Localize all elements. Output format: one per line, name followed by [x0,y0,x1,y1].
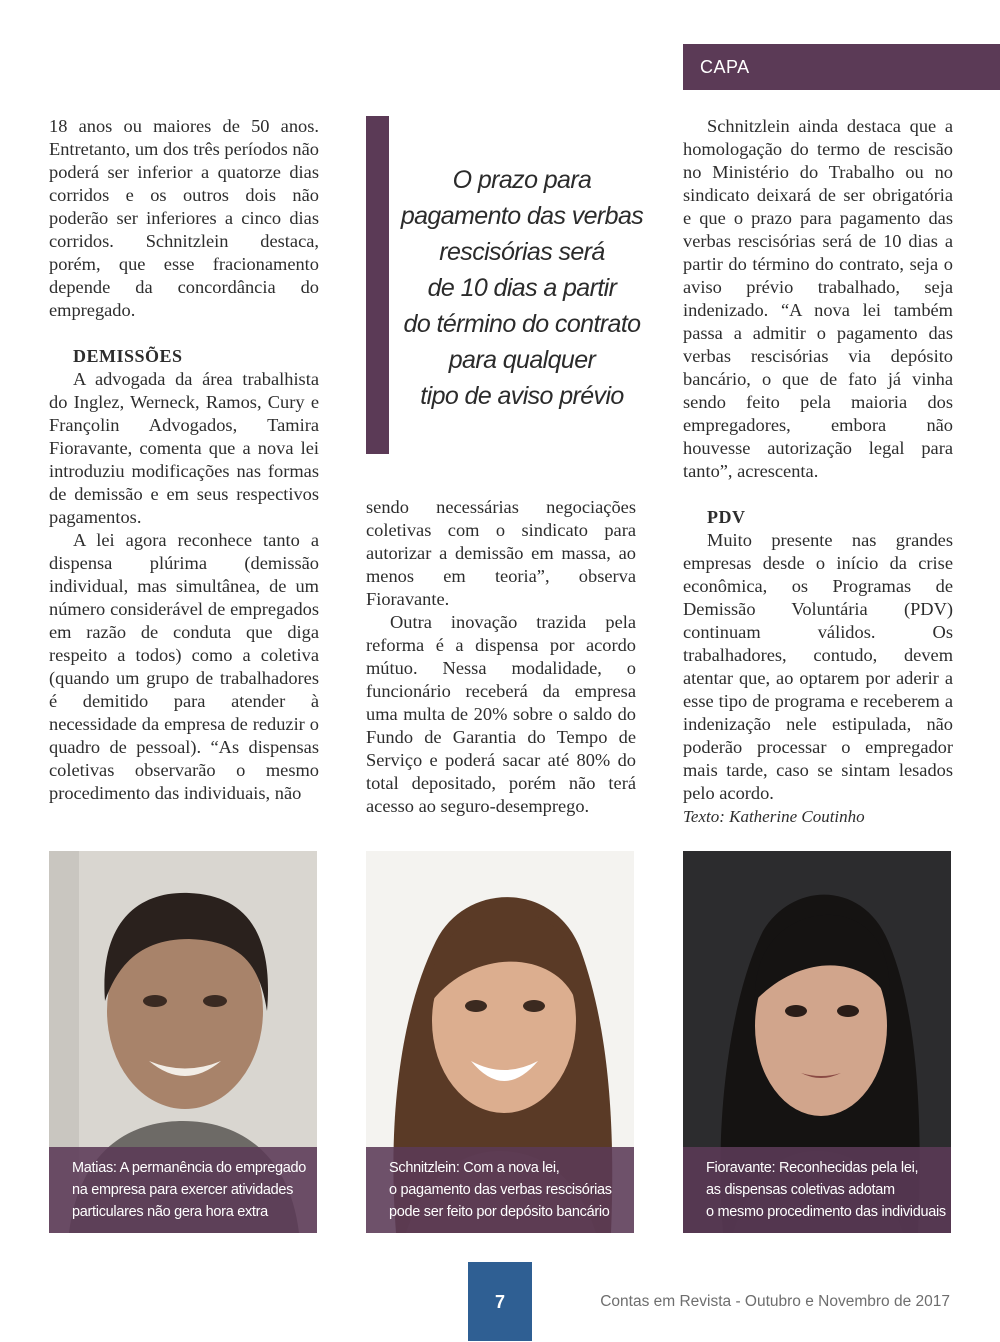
pull-quote-bar [366,116,389,454]
photo-schnitzlein [366,851,634,1233]
photo-caption [366,1147,634,1233]
pull-quote-line: rescisórias será [439,238,605,266]
article-column-1 [49,115,319,805]
section-heading-pdv: PDV [707,507,746,527]
section-heading-demissoes: DEMISSÕES [73,346,183,366]
pull-quote-line: tipo de aviso prévio [420,382,624,410]
caption-line: o pagamento das verbas rescisórias [389,1182,612,1198]
page-number: 7 [468,1262,532,1341]
section-tab: CAPA [683,44,1000,90]
pull-quote-line: O prazo para [452,166,592,194]
paragraph: sendo necessárias negociações coletivas com o sindicato para autorizar a demissão em massa, ao menos em teoria”, observa Fioravante. [366,497,636,609]
pull-quote-line: do término do contrato [403,310,641,338]
caption-line: as dispensas coletivas adotam [706,1182,895,1198]
caption-line: Schnitzlein: Com a nova lei, [389,1160,560,1176]
caption-line: particulares não gera hora extra [72,1204,268,1220]
caption-line: Fioravante: Reconhecidas pela lei, [706,1160,919,1176]
article-column-2 [366,496,636,818]
paragraph: Outra inovação trazida pela reforma é a dispensa por acordo mútuo. Nessa modalidade, o funcionário receberá da empresa uma multa de 20% sobre o saldo do Fundo de Garantia do Tempo de Serviço e poderá sacar até 80% do total depositado, porém não terá acesso ao seguro-desemprego. [366,612,636,816]
publication-footer: Contas em Revista - Outubro e Novembro de 2017 [600,1293,950,1310]
caption-line: na empresa para exercer atividades [72,1182,294,1198]
pull-quote [400,162,644,414]
caption-line: pode ser feito por depósito bancário [389,1204,610,1220]
paragraph: 18 anos ou maiores de 50 anos. Entretanto, um dos três períodos não poderá ser inferior a quatorze dias corridos e os outros dois não poderão ser inferiores a cinco dias corridos. Schnitzlein destaca, porém, que esse fracionamento depende da concordância do empregado. [49,116,319,320]
photo-caption [683,1147,951,1233]
caption-line: o mesmo procedimento das individuais [706,1204,946,1220]
pull-quote-line: pagamento das verbas [400,202,644,230]
article-column-3 [683,115,953,828]
photo-fioravante [683,851,951,1233]
paragraph: Muito presente nas grandes empresas desde o início da crise econômica, os Programas de Demissão Voluntária (PDV) continuam válidos. Os trabalhadores, contudo, devem atentar que, ao optarem por aderir a esse tipo de programa e receberem a indenização nele estipulada, não poderão processar o empregador mais tarde, caso se sintam lesados pelo acordo. [683,530,953,803]
paragraph: Schnitzlein ainda destaca que a homologação do termo de rescisão no Ministério do Trabalho ou no sindicato deixará de ser obrigatória e que o prazo para pagamento das verbas rescisórias será de 10 dias a partir do término do contrato, seja o aviso prévio trabalhado, seja indenizado. “A nova lei também passa a admitir o pagamento das verbas rescisórias via depósito bancário, o que de fato já vinha sendo feito pela maioria dos empregadores, embora não houvesse autorização legal para tanto”, acrescenta. [683,116,953,481]
paragraph: A lei agora reconhece tanto a dispensa plúrima (demissão individual, mas simultânea, de um número considerável de empregados em razão de conduta que diga respeito a todos) como a coletiva (quando um grupo de trabalhadores é demitido para atender à necessidade da empresa de reduzir o quadro de pessoal). “As dispensas coletivas observarão o mesmo procedimento das individuais, não [49,530,319,803]
photo-caption [49,1147,317,1233]
caption-line: Matias: A permanência do empregado [72,1160,307,1176]
photo-matias [49,851,317,1233]
author-credit: Texto: Katherine Coutinho [683,807,865,826]
pull-quote-line: de 10 dias a partir [427,274,617,302]
pull-quote-line: para qualquer [448,346,596,374]
paragraph: A advogada da área trabalhista do Inglez, Werneck, Ramos, Cury e Françolin Advogados, Tamira Fioravante, comenta que a nova lei introduziu modificações nas formas de demissão e em seus respectivos pagamentos. [49,369,319,527]
